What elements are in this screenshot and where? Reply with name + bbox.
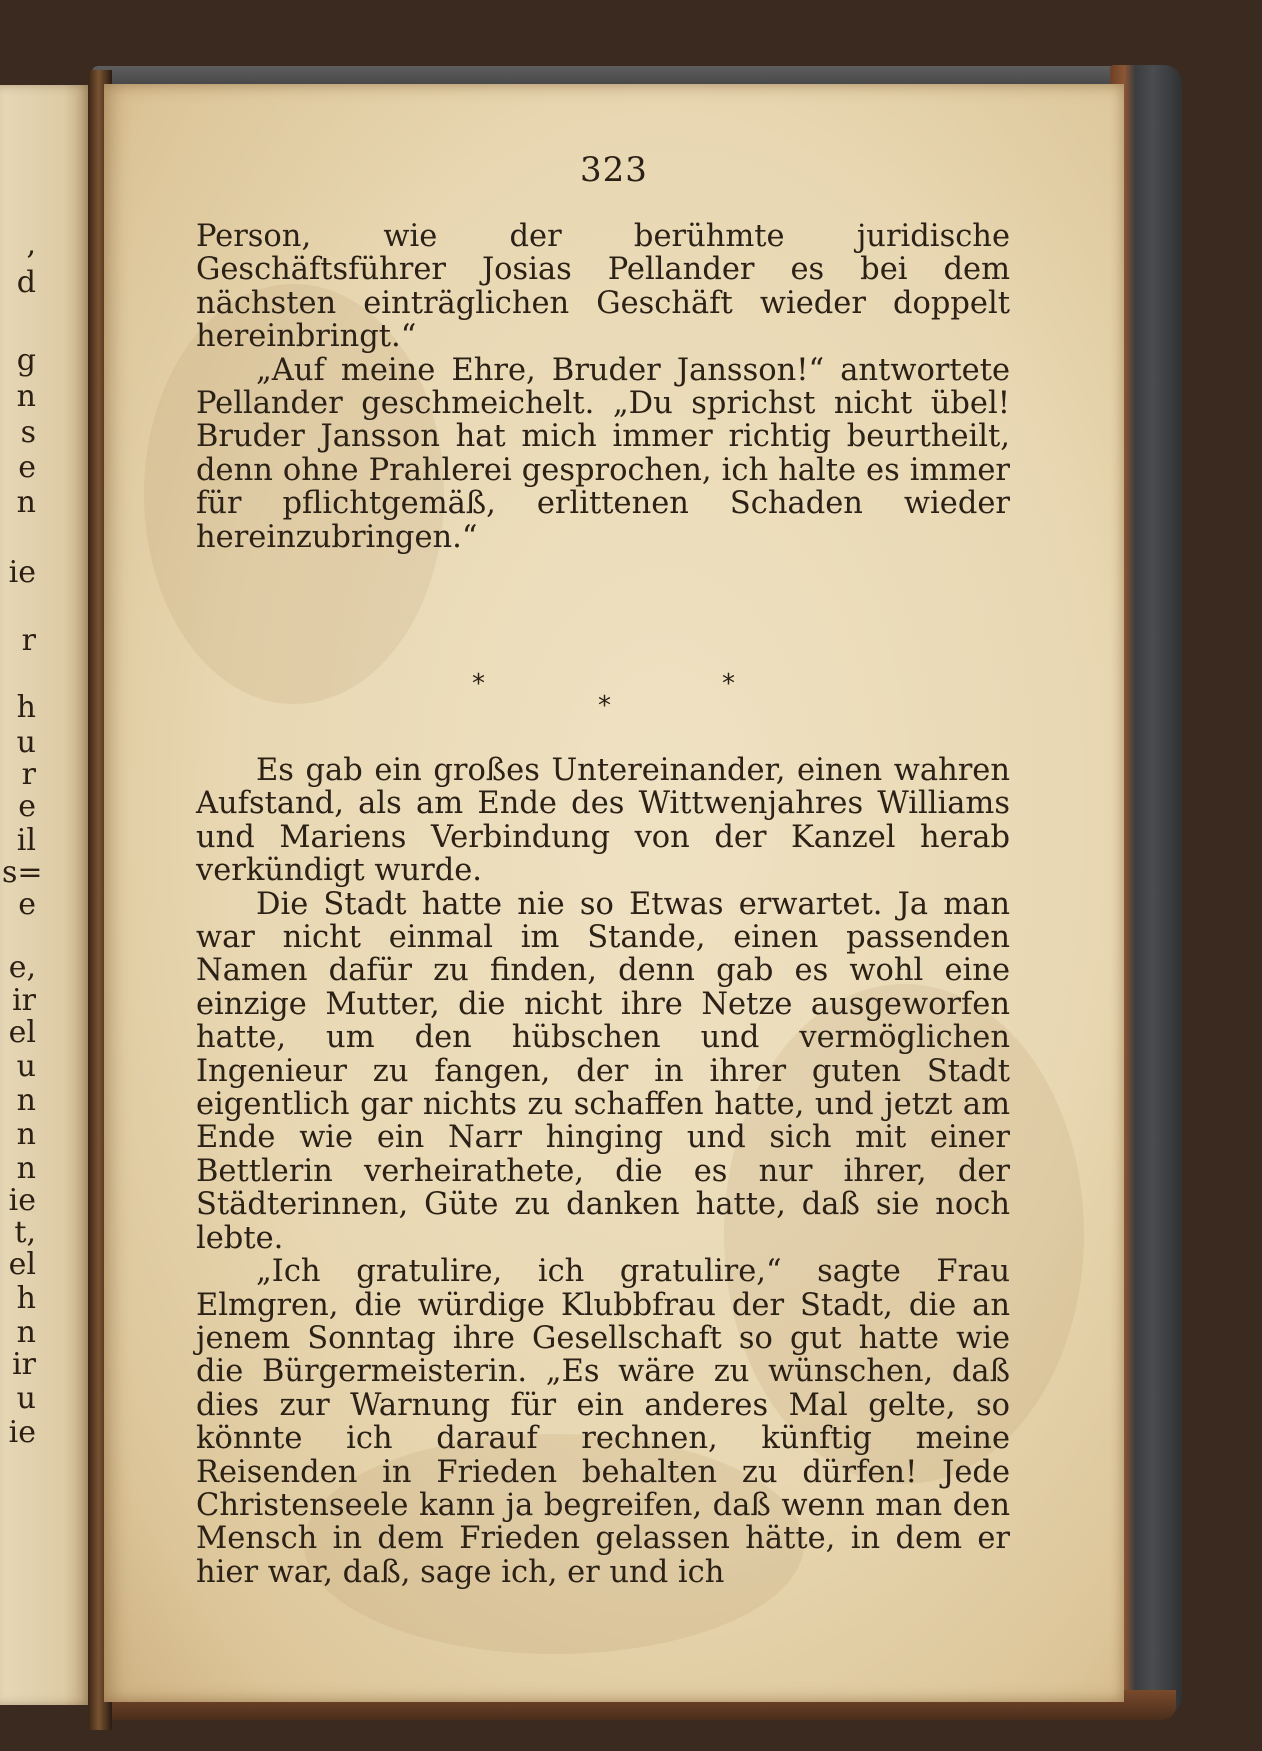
line-fragment: e xyxy=(18,789,36,824)
line-fragment: n xyxy=(16,1083,36,1118)
line-fragment: el xyxy=(8,1247,36,1282)
previous-page-line-ends xyxy=(0,85,43,1705)
line-fragment: u xyxy=(16,1049,36,1084)
page-number: 323 xyxy=(580,150,648,190)
line-fragment: e, xyxy=(8,950,36,985)
line-fragment: n xyxy=(16,1151,36,1186)
line-fragment: ie xyxy=(8,1183,36,1218)
asterisk: * xyxy=(472,669,485,699)
asterisk: * xyxy=(722,669,735,699)
paragraph: „Ich gratulire, ich gratulire,“ sagte Frau Elmgren, die würdige Klubbfrau der Stadt, die an jenem Sonntag ihre Gesellschaft so gut hatte wie die Bürgermeisterin. „Es wäre zu wünschen, daß dies zur Warnung für ein anderes Mal gelte, so könnte ich darauf rechnen, künftig meine Reisenden in Frieden behalten zu dürfen! Jede Christenseele kann ja begreifen, daß wenn man den Mensch in dem Frieden gelassen hätte, in dem er hier war, daß, sage ich, er und ich xyxy=(196,1254,1010,1590)
line-fragment: s xyxy=(20,415,36,450)
book-page xyxy=(104,84,1124,1702)
line-fragment: n xyxy=(16,485,36,520)
line-fragment: ie xyxy=(8,1415,36,1450)
line-fragment: n xyxy=(16,379,36,414)
paragraph: Es gab ein großes Untereinander, einen wahren Aufstand, als am Ende des Wittwenjahres Williams und Mariens Verbindung von der Kanzel herab verkündigt wurde. xyxy=(196,753,1010,889)
line-fragment: n xyxy=(16,1117,36,1152)
line-fragment: n xyxy=(16,1315,36,1350)
line-fragment: , xyxy=(26,227,36,262)
asterisk: * xyxy=(598,691,611,721)
section-separator xyxy=(104,669,1124,729)
line-fragment: ir xyxy=(12,983,36,1018)
line-fragment: d xyxy=(16,265,36,300)
line-fragment: il xyxy=(16,823,36,858)
line-fragment: u xyxy=(16,1381,36,1416)
line-fragment: e xyxy=(18,450,36,485)
line-fragment: h xyxy=(16,690,36,725)
line-fragment: h xyxy=(16,1281,36,1316)
line-fragment: e xyxy=(18,887,36,922)
line-fragment: r xyxy=(21,757,36,792)
previous-page-edge xyxy=(0,85,92,1705)
line-fragment: r xyxy=(21,623,36,658)
line-fragment: s= xyxy=(2,855,43,890)
line-fragment: u xyxy=(16,725,36,760)
line-fragment: el xyxy=(8,1015,36,1050)
paragraph: Die Stadt hatte nie so Etwas erwartet. Ja man war nicht einmal im Stande, einen passenden Namen dafür zu finden, denn gab es wohl eine einzige Mutter, die nicht ihre Netze ausgeworfen hatte, um den hübschen und vermöglichen Ingenieur zu fangen, der in ihrer guten Stadt eigentlich gar nichts zu schaffen hatte, und jetzt am Ende wie ein Narr hinging und sich mit einer Bettlerin verheirathete, die es nur ihrer, der Städterinnen, Güte zu danken hatte, daß sie noch lebte. xyxy=(196,886,1010,1256)
paragraph: „Auf meine Ehre, Bruder Jansson!“ antwortete Pellander geschmeichelt. „Du sprichst nicht übel! Bruder Jansson hat mich immer richtig beurtheilt, denn ohne Prahlerei gesprochen, ich halte es immer für pflichtgemäß, erlittenen Schaden wieder hereinzubringen.“ xyxy=(196,352,1010,555)
line-fragment: g xyxy=(16,343,36,378)
line-fragment: ie xyxy=(8,555,36,590)
paragraph: Person, wie der berühmte juridische Geschäftsführer Josias Pellander es bei dem nächsten einträglichen Geschäft wieder doppelt hereinbringt.“ xyxy=(196,219,1010,355)
text-section-2 xyxy=(196,754,1010,1589)
line-fragment: ir xyxy=(12,1347,36,1382)
line-fragment: t, xyxy=(14,1215,36,1250)
text-section-1 xyxy=(196,220,1010,554)
